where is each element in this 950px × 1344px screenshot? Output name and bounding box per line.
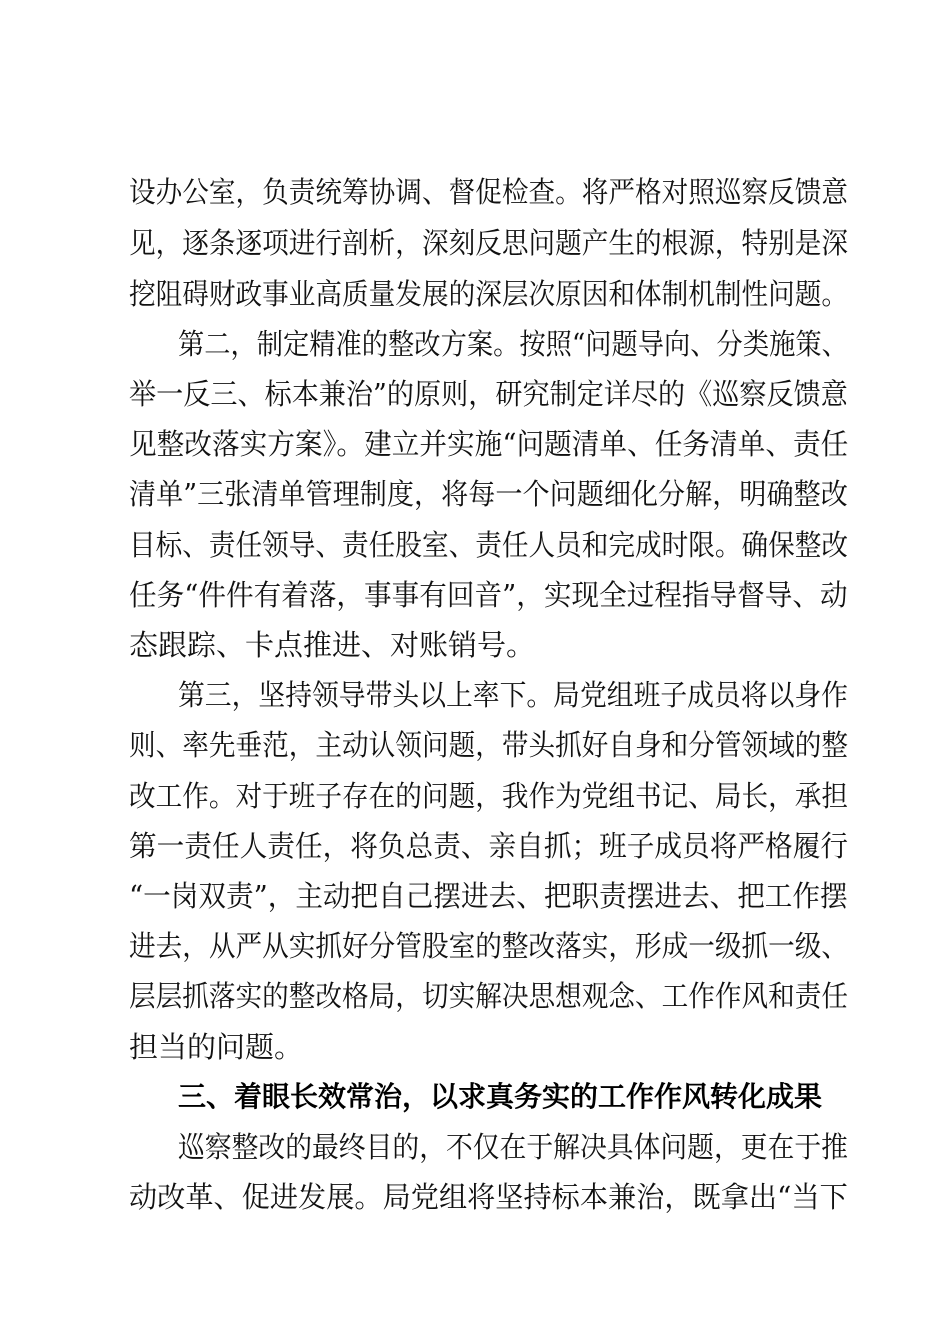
text-line: 第一责任人责任，将负总责、亲自抓；班子成员将严格履行 <box>129 829 849 863</box>
text-line: 见，逐条逐项进行剖析，深刻反思问题产生的根源，特别是深 <box>129 226 849 260</box>
text-line: 层层抓落实的整改格局，切实解决思想观念、工作作风和责任 <box>129 979 849 1013</box>
text-line: 改工作。对于班子存在的问题，我作为党组书记、局长，承担 <box>129 779 849 813</box>
text-line: 动改革、促进发展。局党组将坚持标本兼治，既拿出“当下 <box>129 1180 848 1214</box>
text-line: 设办公室，负责统筹协调、督促检查。将严格对照巡察反馈意 <box>129 175 849 209</box>
text-line: 第三，坚持领导带头以上率下。局党组班子成员将以身作 <box>178 678 848 712</box>
text-line: 则、率先垂范，主动认领问题，带头抓好自身和分管领域的整 <box>129 728 849 762</box>
text-line: 任务“件件有着落，事事有回音”，实现全过程指导督导、动 <box>129 578 848 612</box>
text-line: 见整改落实方案》。建立并实施“问题清单、任务清单、责任 <box>129 427 849 461</box>
text-line: 担当的问题。 <box>129 1030 304 1064</box>
text-line: 态跟踪、卡点推进、对账销号。 <box>129 628 536 662</box>
text-line: 清单”三张清单管理制度，将每一个问题细化分解，明确整改 <box>129 477 848 511</box>
section-heading: 三、着眼长效常治，以求真务实的工作作风转化成果 <box>178 1080 823 1113</box>
text-line: 第二，制定精准的整改方案。按照“问题导向、分类施策、 <box>178 327 848 361</box>
text-line: 举一反三、标本兼治”的原则，研究制定详尽的《巡察反馈意 <box>129 377 848 411</box>
text-line: 目标、责任领导、责任股室、责任人员和完成时限。确保整改 <box>129 528 849 562</box>
text-line: 巡察整改的最终目的，不仅在于解决具体问题，更在于推 <box>178 1130 848 1164</box>
text-line: “一岗双责”，主动把自己摆进去、把职责摆进去、把工作摆 <box>129 879 848 913</box>
text-line: 挖阻碍财政事业高质量发展的深层次原因和体制机制性问题。 <box>129 277 849 311</box>
text-line: 进去，从严从实抓好分管股室的整改落实，形成一级抓一级、 <box>129 929 849 963</box>
